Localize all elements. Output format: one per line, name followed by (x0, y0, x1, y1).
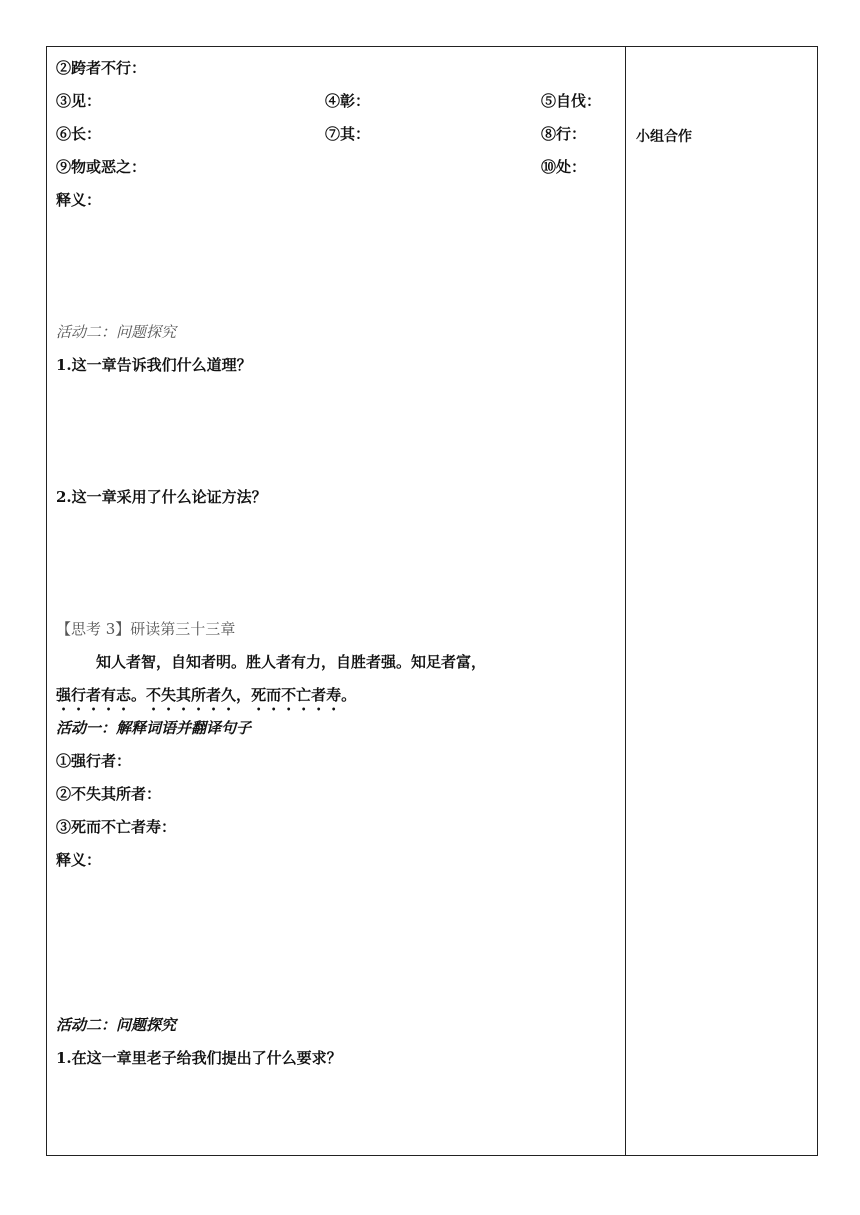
item-7: ⑦其： (325, 125, 371, 143)
section-heading: 【思考 3】研读第三十三章 (56, 620, 236, 638)
column-divider (625, 46, 626, 1156)
passage-line-2 (56, 684, 356, 714)
word-item-1: ①强行者： (56, 752, 132, 770)
activity-2-heading-2: 活动二：问题探究 (56, 1016, 177, 1034)
passage-phrase-1: 强行者有志 (56, 686, 132, 704)
passage-phrase-3: 死而不亡者寿 (251, 686, 342, 704)
activity-2-heading: 活动二：问题探究 (56, 323, 177, 341)
word-item-2: ②不失其所者： (56, 785, 162, 803)
passage-punct-2: ， (236, 686, 252, 704)
item-3: ③见： (56, 92, 102, 110)
worksheet-table (46, 46, 818, 1156)
item-10: ⑩处： (541, 158, 587, 176)
passage-phrase-2: 不失其所者久 (146, 686, 237, 704)
item-5: ⑤自伐： (541, 92, 602, 110)
item-2: ②跨者不行： (56, 59, 147, 77)
meaning-label-2: 释义： (56, 851, 102, 869)
meaning-label: 释义： (56, 191, 102, 209)
activity-1-heading: 活动一：解释词语并翻译句子 (56, 719, 252, 737)
question-1: 1.这一章告诉我们什么道理？ (56, 356, 252, 374)
item-9: ⑨物或恶之： (56, 158, 147, 176)
question-2: 2.这一章采用了什么论证方法？ (56, 488, 267, 506)
item-4: ④彰： (325, 92, 371, 110)
question-requirements: 1.在这一章里老子给我们提出了什么要求？ (56, 1049, 342, 1067)
passage-punct-3: 。 (341, 686, 357, 704)
group-work-label: 小组合作 (636, 129, 692, 145)
passage-line-1: 知人者智，自知者明。胜人者有力，自胜者强。知足者富， (96, 653, 487, 671)
passage-punct-1: 。 (131, 686, 147, 704)
item-8: ⑧行： (541, 125, 587, 143)
item-6: ⑥长： (56, 125, 102, 143)
word-item-3: ③死而不亡者寿： (56, 818, 177, 836)
